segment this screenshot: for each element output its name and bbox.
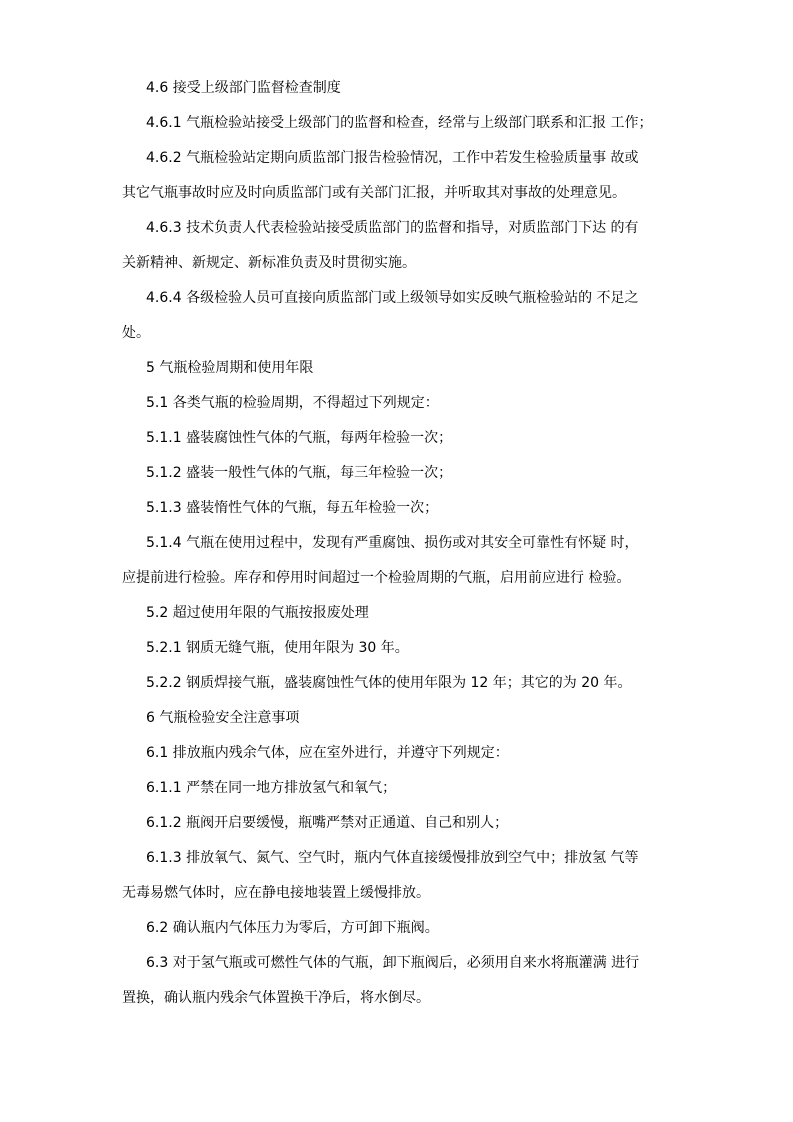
paragraph-first-line: 6.1.2 瓶阀开启要缓慢，瓶嘴严禁对正通道、自己和别人；: [146, 815, 509, 831]
paragraph-first-line: 5.1.3 盛装惰性气体的气瓶，每五年检验一次；: [146, 500, 439, 516]
paragraph-first-line: 6.1.3 排放氧气、氮气、空气时，瓶内气体直接缓慢排放到空气中；排放氢 气等: [146, 850, 639, 866]
paragraph-first-line: 6.3 对于氢气瓶或可燃性气体的气瓶，卸下瓶阀后，必须用自来水将瓶灌满 进行: [146, 955, 640, 971]
paragraph-first-line: 6.1.1 严禁在同一地方排放氢气和氧气；: [146, 780, 397, 796]
paragraph-first-line: 5.2.1 钢质无缝气瓶，使用年限为 30 年。: [146, 640, 409, 656]
paragraph-first-line: 6.1 排放瓶内残余气体，应在室外进行，并遵守下列规定：: [146, 745, 509, 761]
paragraph-first-line: 5.1.4 气瓶在使用过程中，发现有严重腐蚀、损伤或对其安全可靠性有怀疑 时，: [146, 535, 639, 551]
paragraph-first-line: 5.1.1 盛装腐蚀性气体的气瓶，每两年检验一次；: [146, 430, 453, 446]
paragraph-continuation-line: 置换，确认瓶内残余气体置换干净后，将水倒尽。: [122, 990, 430, 1006]
paragraph-first-line: 6.2 确认瓶内气体压力为零后，方可卸下瓶阀。: [146, 920, 439, 936]
paragraph-continuation-line: 其它气瓶事故时应及时向质监部门或有关部门汇报，并听取其对事故的处理意见。: [122, 185, 626, 201]
paragraph-continuation-line: 无毒易燃气体时，应在静电接地装置上缓慢排放。: [122, 885, 430, 901]
paragraph-first-line: 4.6.2 气瓶检验站定期向质监部门报告检验情况，工作中若发生检验质量事 故或: [146, 150, 639, 166]
paragraph-continuation-line: 关新精神、新规定、新标准负责及时贯彻实施。: [122, 255, 416, 271]
paragraph-continuation-line: 处。: [122, 325, 150, 341]
paragraph-first-line: 5.2 超过使用年限的气瓶按报废处理: [146, 605, 369, 621]
paragraph-continuation-line: 应提前进行检验。库存和停用时间超过一个检验周期的气瓶，启用前应进行 检验。: [122, 570, 631, 586]
paragraph-first-line: 4.6.4 各级检验人员可直接向质监部门或上级领导如实反映气瓶检验站的 不足之: [146, 290, 639, 306]
paragraph-first-line: 5.2.2 钢质焊接气瓶，盛装腐蚀性气体的使用年限为 12 年；其它的为 20 年。: [146, 675, 632, 691]
paragraph-first-line: 4.6.1 气瓶检验站接受上级部门的监督和检查，经常与上级部门联系和汇报 工作；: [146, 115, 653, 131]
paragraph-first-line: 6 气瓶检验安全注意事项: [146, 710, 300, 726]
paragraph-first-line: 5.1 各类气瓶的检验周期，不得超过下列规定：: [146, 395, 439, 411]
paragraph-first-line: 4.6 接受上级部门监督检查制度: [146, 80, 341, 96]
paragraph-first-line: 5 气瓶检验周期和使用年限: [146, 360, 314, 376]
paragraph-first-line: 4.6.3 技术负责人代表检验站接受质监部门的监督和指导，对质监部门下达 的有: [146, 220, 639, 236]
paragraph-first-line: 5.1.2 盛装一般性气体的气瓶，每三年检验一次；: [146, 465, 453, 481]
